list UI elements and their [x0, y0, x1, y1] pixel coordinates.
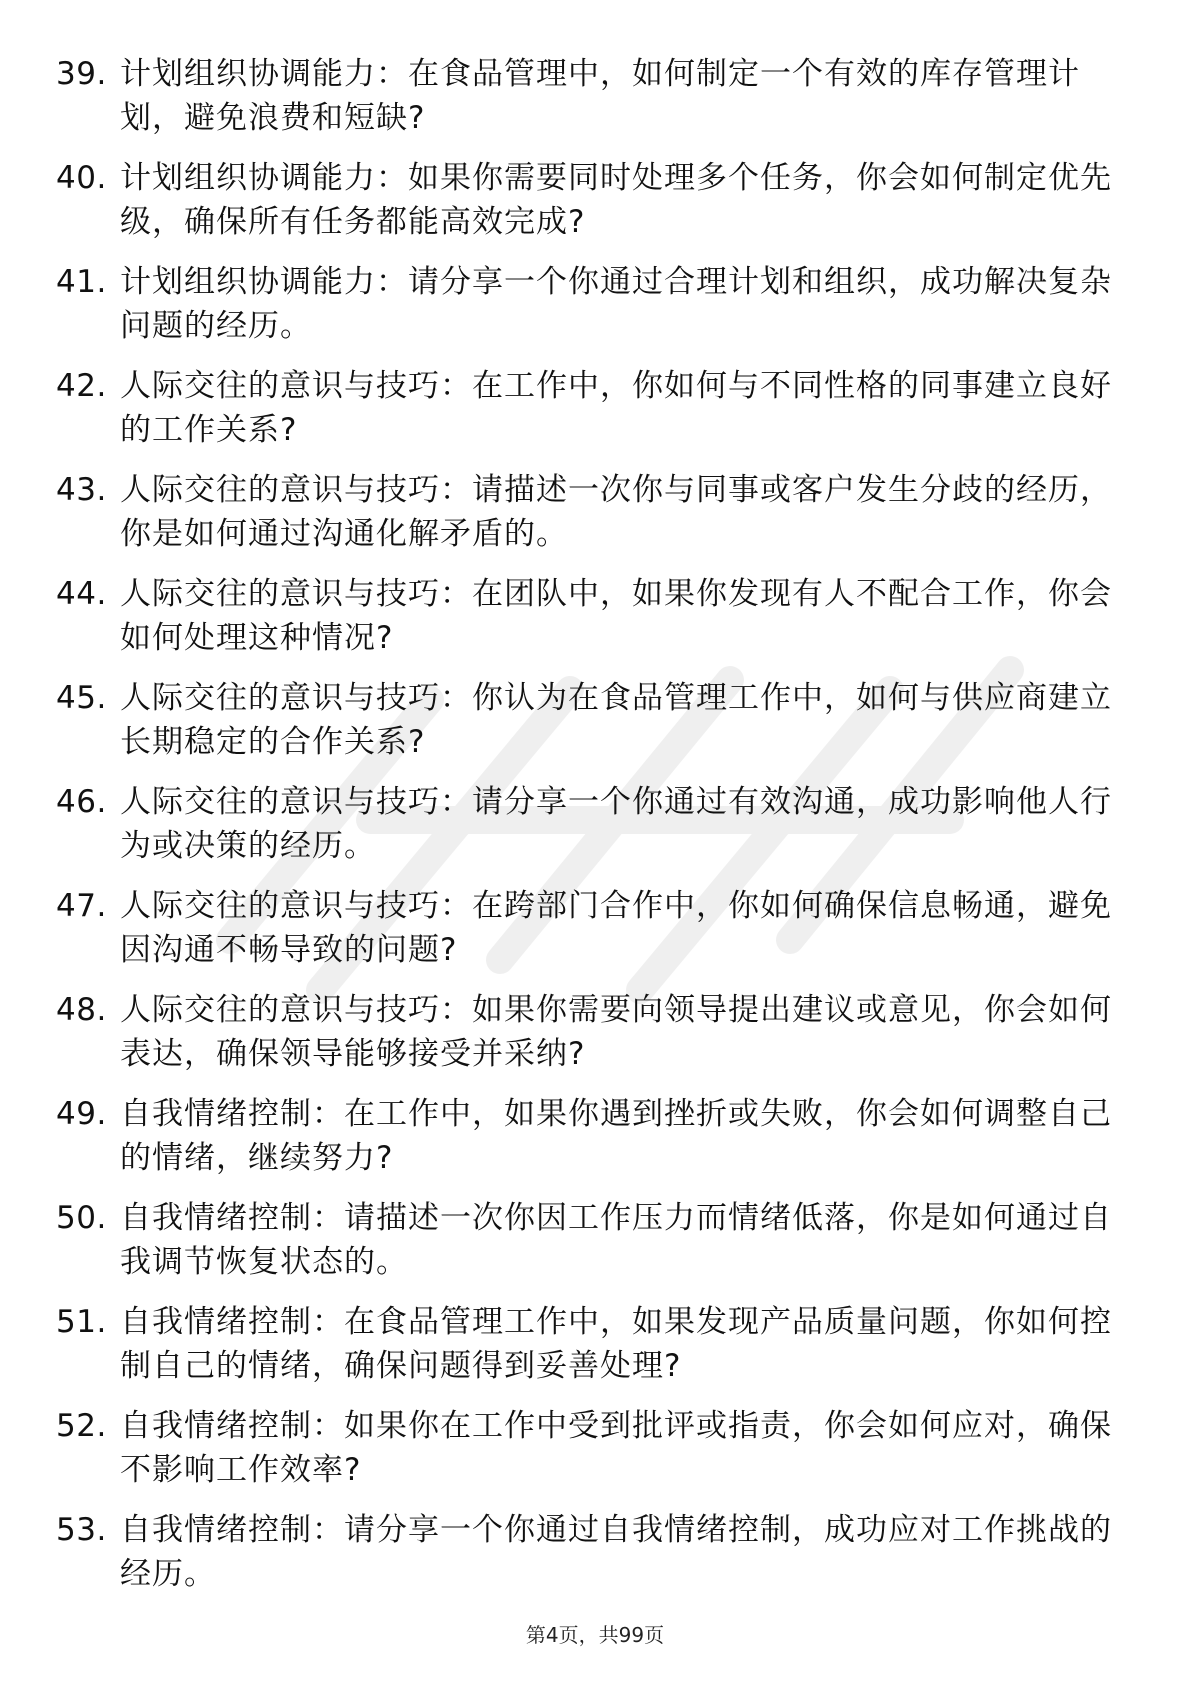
question-item	[56, 1196, 1116, 1284]
question-text: 人际交往的意识与技巧：请描述一次你与同事或客户发生分歧的经历，你是如何通过沟通化解矛盾的。	[120, 472, 1112, 552]
question-item	[56, 1300, 1116, 1388]
question-text: 人际交往的意识与技巧：在工作中，你如何与不同性格的同事建立良好的工作关系?	[120, 368, 1112, 448]
page-footer: 第4页，共99页	[525, 1623, 665, 1647]
question-item	[56, 364, 1116, 452]
question-number: 49.	[56, 1096, 107, 1132]
question-item	[56, 468, 1116, 556]
question-item	[56, 156, 1116, 244]
question-text: 自我情绪控制：请描述一次你因工作压力而情绪低落，你是如何通过自我调节恢复状态的。	[120, 1200, 1112, 1280]
question-item	[56, 676, 1116, 764]
question-text: 人际交往的意识与技巧：如果你需要向领导提出建议或意见，你会如何表达，确保领导能够接受并采纳?	[120, 992, 1112, 1072]
question-number: 47.	[56, 888, 107, 924]
question-item	[56, 1404, 1116, 1492]
question-number: 50.	[56, 1200, 107, 1236]
question-number: 52.	[56, 1408, 107, 1444]
question-text: 自我情绪控制：请分享一个你通过自我情绪控制，成功应对工作挑战的经历。	[120, 1512, 1112, 1592]
question-text: 人际交往的意识与技巧：请分享一个你通过有效沟通，成功影响他人行为或决策的经历。	[120, 784, 1112, 864]
question-number: 42.	[56, 368, 107, 404]
question-item	[56, 884, 1116, 972]
question-number: 40.	[56, 160, 107, 196]
question-number: 53.	[56, 1512, 107, 1548]
question-text: 人际交往的意识与技巧：你认为在食品管理工作中，如何与供应商建立长期稳定的合作关系?	[120, 680, 1112, 760]
question-item	[56, 52, 1116, 140]
question-item	[56, 780, 1116, 868]
question-list	[56, 52, 1116, 1612]
question-item	[56, 1508, 1116, 1596]
question-number: 51.	[56, 1304, 107, 1340]
question-text: 计划组织协调能力：如果你需要同时处理多个任务，你会如何制定优先级，确保所有任务都能高效完成?	[120, 160, 1112, 240]
question-number: 46.	[56, 784, 107, 820]
question-number: 44.	[56, 576, 107, 612]
question-text: 人际交往的意识与技巧：在跨部门合作中，你如何确保信息畅通，避免因沟通不畅导致的问题?	[120, 888, 1112, 968]
question-text: 自我情绪控制：如果你在工作中受到批评或指责，你会如何应对，确保不影响工作效率?	[120, 1408, 1112, 1488]
question-text: 自我情绪控制：在食品管理工作中，如果发现产品质量问题，你如何控制自己的情绪，确保问题得到妥善处理?	[120, 1304, 1112, 1384]
question-item	[56, 988, 1116, 1076]
question-item	[56, 1092, 1116, 1180]
question-text: 计划组织协调能力：请分享一个你通过合理计划和组织，成功解决复杂问题的经历。	[120, 264, 1112, 344]
question-number: 43.	[56, 472, 107, 508]
question-text: 计划组织协调能力：在食品管理中，如何制定一个有效的库存管理计划，避免浪费和短缺?	[120, 56, 1080, 136]
question-item	[56, 572, 1116, 660]
question-number: 39.	[56, 56, 107, 92]
question-number: 45.	[56, 680, 107, 716]
question-item	[56, 260, 1116, 348]
question-number: 48.	[56, 992, 107, 1028]
question-text: 自我情绪控制：在工作中，如果你遇到挫折或失败，你会如何调整自己的情绪，继续努力?	[120, 1096, 1112, 1176]
question-number: 41.	[56, 264, 107, 300]
question-text: 人际交往的意识与技巧：在团队中，如果你发现有人不配合工作，你会如何处理这种情况?	[120, 576, 1112, 656]
